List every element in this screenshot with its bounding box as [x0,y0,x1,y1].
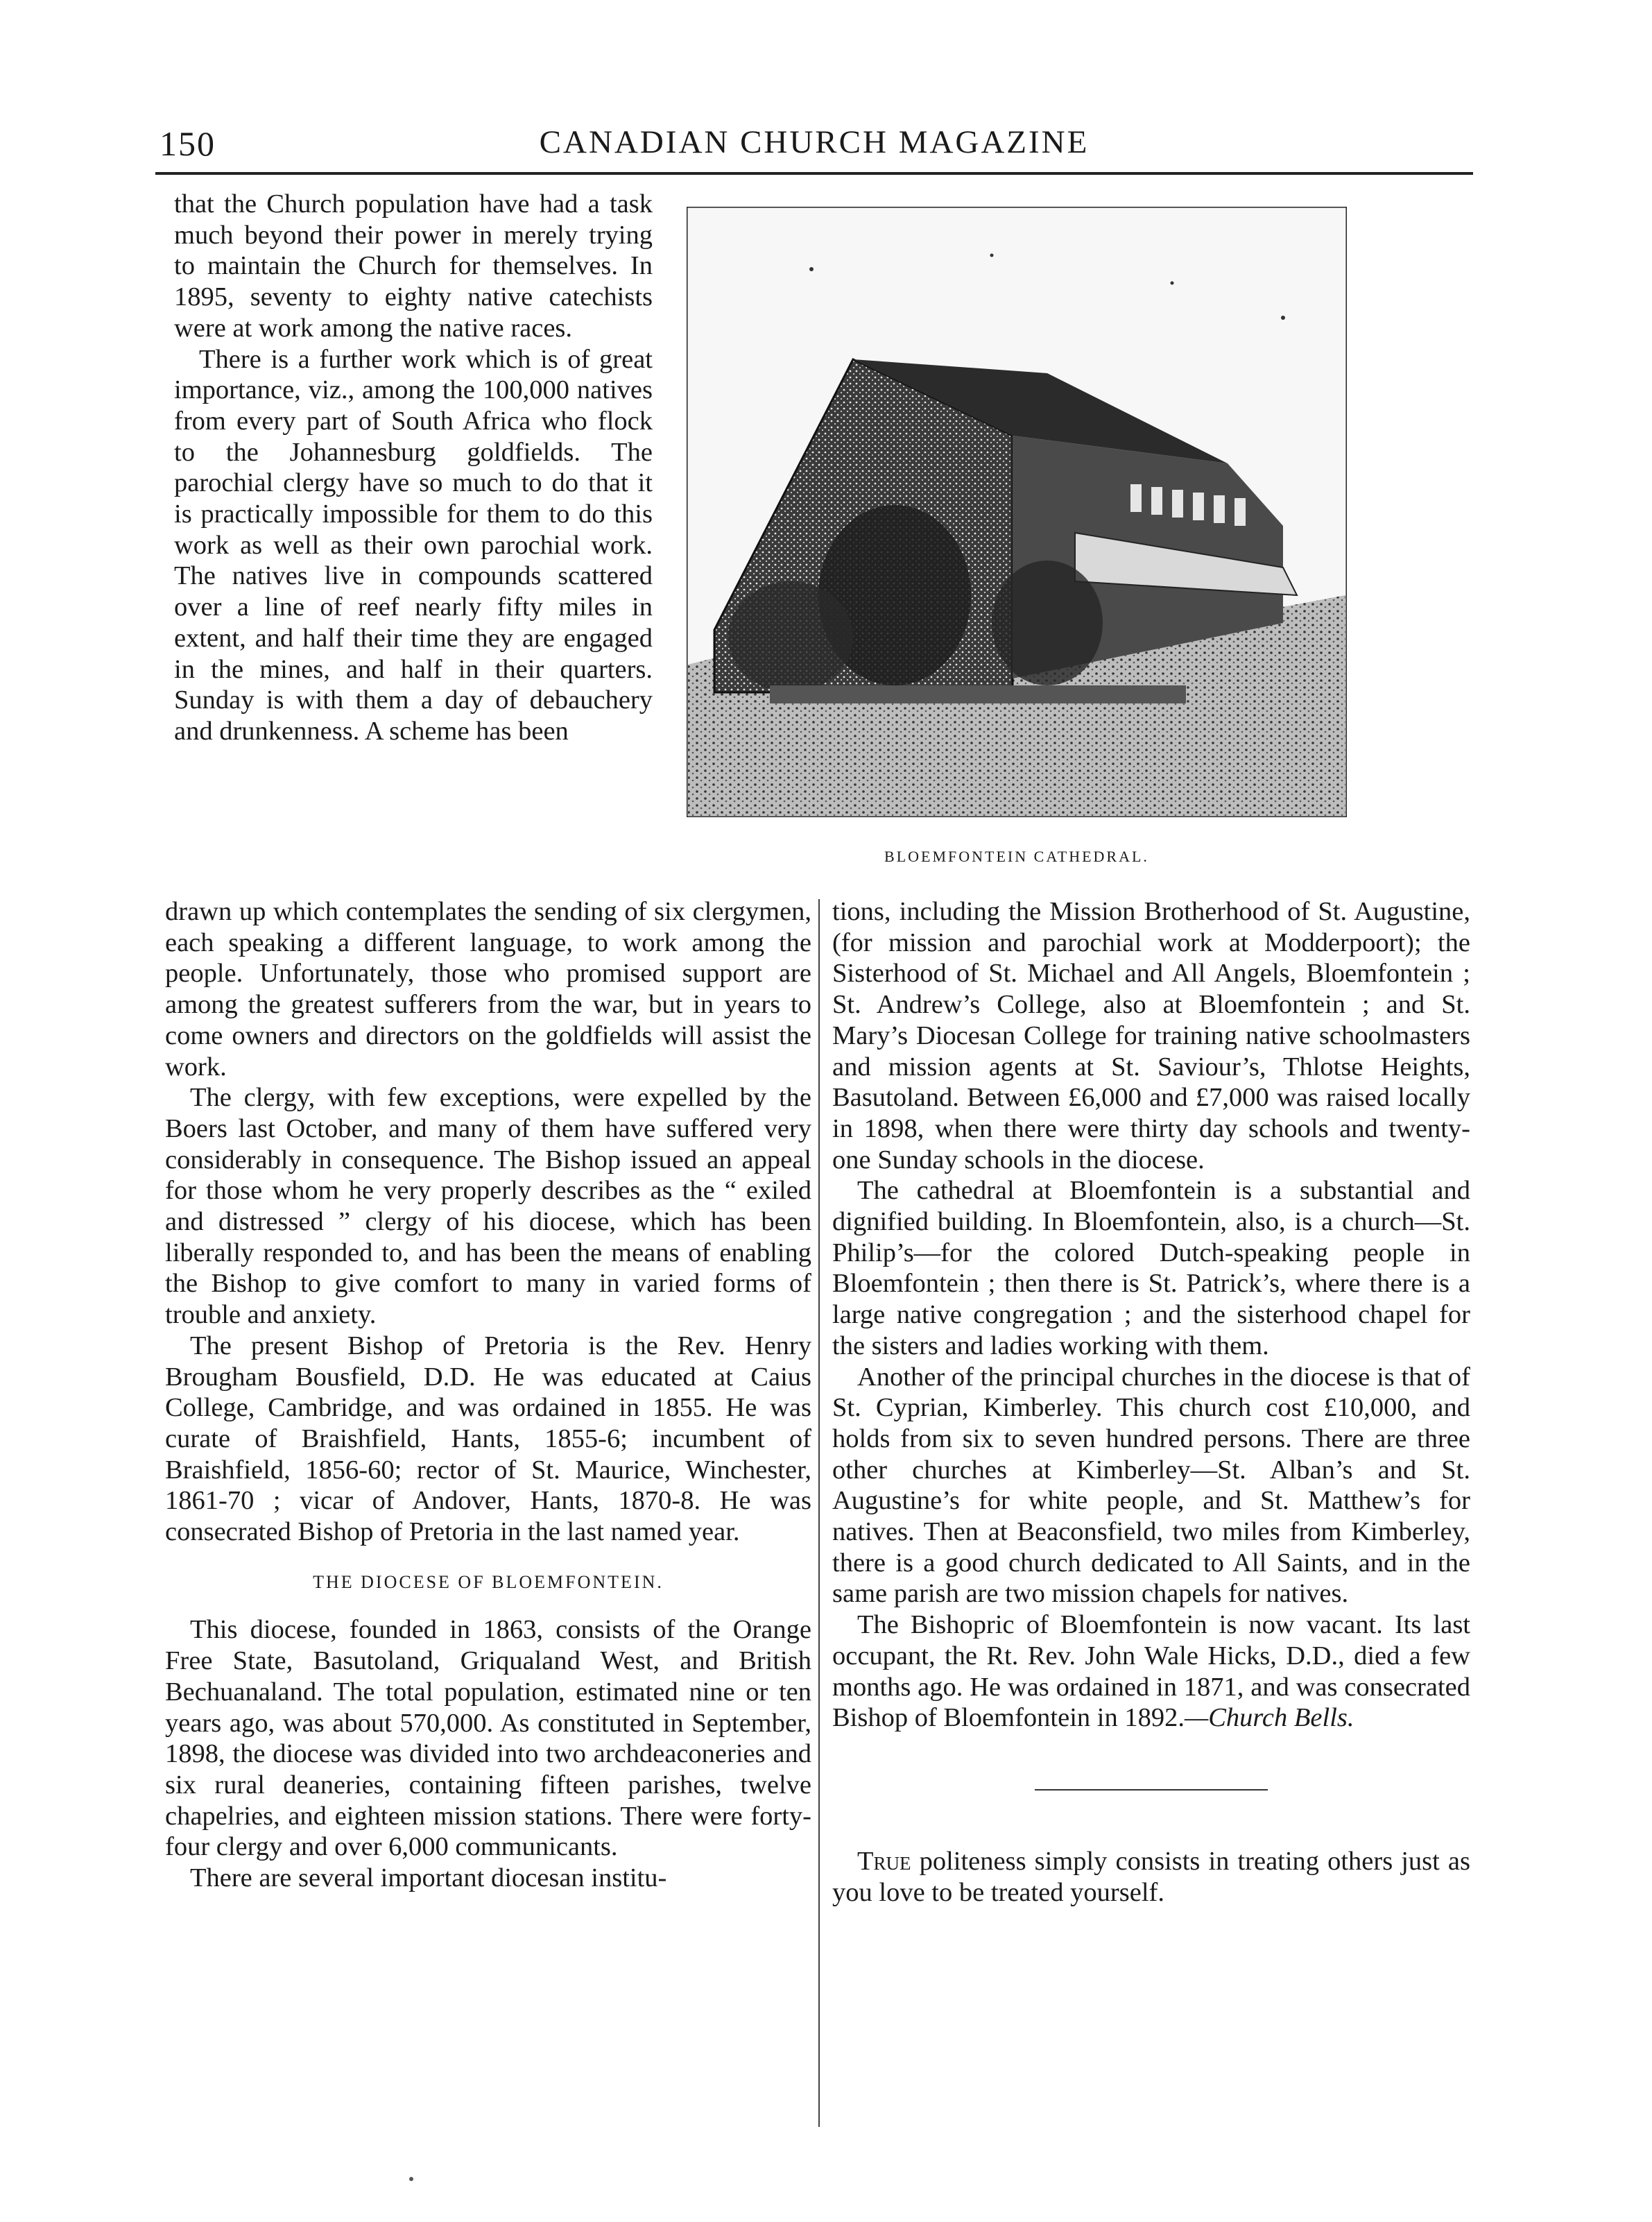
paragraph-bishopric [832,1609,1470,1734]
paragraph-bishop-pretoria: The present Bishop of Pretoria is the Rev. Henry Brougham Bousfield, D.D. He was educated at Caius College, Cambridge, and was ordained in 1855. He was curate of Braishfield, Hants, 1855-6; incumbent of Braishfield, 1856-60; rector of St. Maurice, Winchester, 1861-70 ; vicar of Andover, Hants, 1870-8. He was consecrated Bishop of Pretoria in the last named year. [165,1331,811,1547]
paragraph-diocese: This diocese, founded in 1863, consists of the Orange Free State, Basutoland, Griqualand West, and British Bechuanaland. The total population, estimated nine or ten years ago, was about 570,000. As constituted in September, 1898, the diocese was divided into two archdeaconeries and six rural deaneries, containing fifteen parishes, twelve chapelries, and eighteen mission stations. There were forty-four clergy and over 6,000 communicants. [165,1615,811,1862]
politeness-lead: True [857,1846,911,1876]
cathedral-illustration [687,207,1347,817]
paragraph-scheme-continued: drawn up which contemplates the sending of six clergymen, each speaking a different language, to work among the people. Unfortunately, those who promised support are among the greatest sufferers from the war, but in years to come owners and directors on the goldfields will assist the work. [165,897,811,1082]
politeness-text: politeness simply consists in treating others just as you love to be treated yourself. [832,1846,1470,1907]
paragraph-cathedral: The cathedral at Bloemfontein is a substantial and dignified building. In Bloemfontein, also, is a church—St. Philip’s—for the colored Dutch-speaking people in Bloemfontein ; then there is St. Patrick’s, where there is a large native congregation ; and the sisterhood chapel for the sisters and ladies working with them. [832,1176,1470,1360]
paragraph-church-population: that the Church population have had a task much beyond their power in merely trying to maintain the Church for themselves. In 1895, seventy to eighty native catechists were at work among the native races. [174,189,653,343]
paragraph-institutions: There are several important diocesan institu- [190,1863,667,1893]
running-head: CANADIAN CHURCH MAGAZINE [539,124,1090,160]
figure-caption: BLOEMFONTEIN CATHEDRAL. [884,848,1149,865]
column-divider [818,899,820,2127]
bishopric-source: —Church Bells. [1184,1703,1354,1733]
page-header [155,123,1473,172]
page-number: 150 [160,124,216,163]
paragraph-politeness [832,1846,1470,1908]
section-rule [1035,1789,1268,1791]
paragraph-institutions-continued: tions, including the Mission Brotherhood of St. Augustine, (for mission and parochial work at Modderpoort); the Sisterhood of St. Michael and All Angels, Bloemfontein ; St. Andrew’s College, also at Bloemfontein ; and St. Mary’s Diocesan College for training native schoolmasters and mission agents at St. Saviour’s, Thlotse Heights, Basutoland. Between £6,000 and £7,000 was raised locally in 1898, when there were thirty day schools and twenty-one Sunday schools in the diocese. [832,897,1470,1174]
column-left [165,896,811,1894]
footer-mark [409,2177,413,2181]
paragraph-clergy-expelled: The clergy, with few exceptions, were expelled by the Boers last October, and many of them have suffered very considerably in consequence. The Bishop issued an appeal for those whom he very properly describes as the “ exiled and distressed ” clergy of his diocese, which has been liberally responded to, and has been the means of enabling the Bishop to give comfort to many in varied forms of trouble and anxiety. [165,1083,811,1330]
section-heading: THE DIOCESE OF BLOEMFONTEIN. [313,1571,664,1592]
paragraph-goldfields: There is a further work which is of great importance, viz., among the 100,000 natives from every part of South Africa who flock to the Johannesburg goldfields. The parochial clergy have so much to do that it is practically impossible for them to do this work as well as their own parochial work. The natives live in compounds scattered over a line of reef nearly fifty miles in extent, and half their time they are engaged in the mines, and half in their quarters. Sunday is with them a day of debauchery and drunkenness. A scheme has been [174,344,653,746]
paragraph-kimberley: Another of the principal churches in the diocese is that of St. Cyprian, Kimberley. This church cost £10,000, and holds from six to seven hundred persons. There are three other churches at Kimberley—St. Alban’s and St. Augustine’s for white people, and St. Matthew’s for natives. Then at Beaconsfield, two miles from Kimberley, there is a good church dedicated to All Saints, and in the same parish are two mission chapels for natives. [832,1362,1470,1609]
header-rule [155,172,1473,175]
column-top-left [174,189,653,747]
bishopric-text: The Bishopric of Bloemfontein is now vacant. Its last occupant, the Rt. Rev. John Wale Hicks, D.D., died a few months ago. He was ordained in 1871, and was consecrated Bishop of Bloemfontein in 1892. [832,1610,1470,1733]
column-right [832,896,1470,1908]
